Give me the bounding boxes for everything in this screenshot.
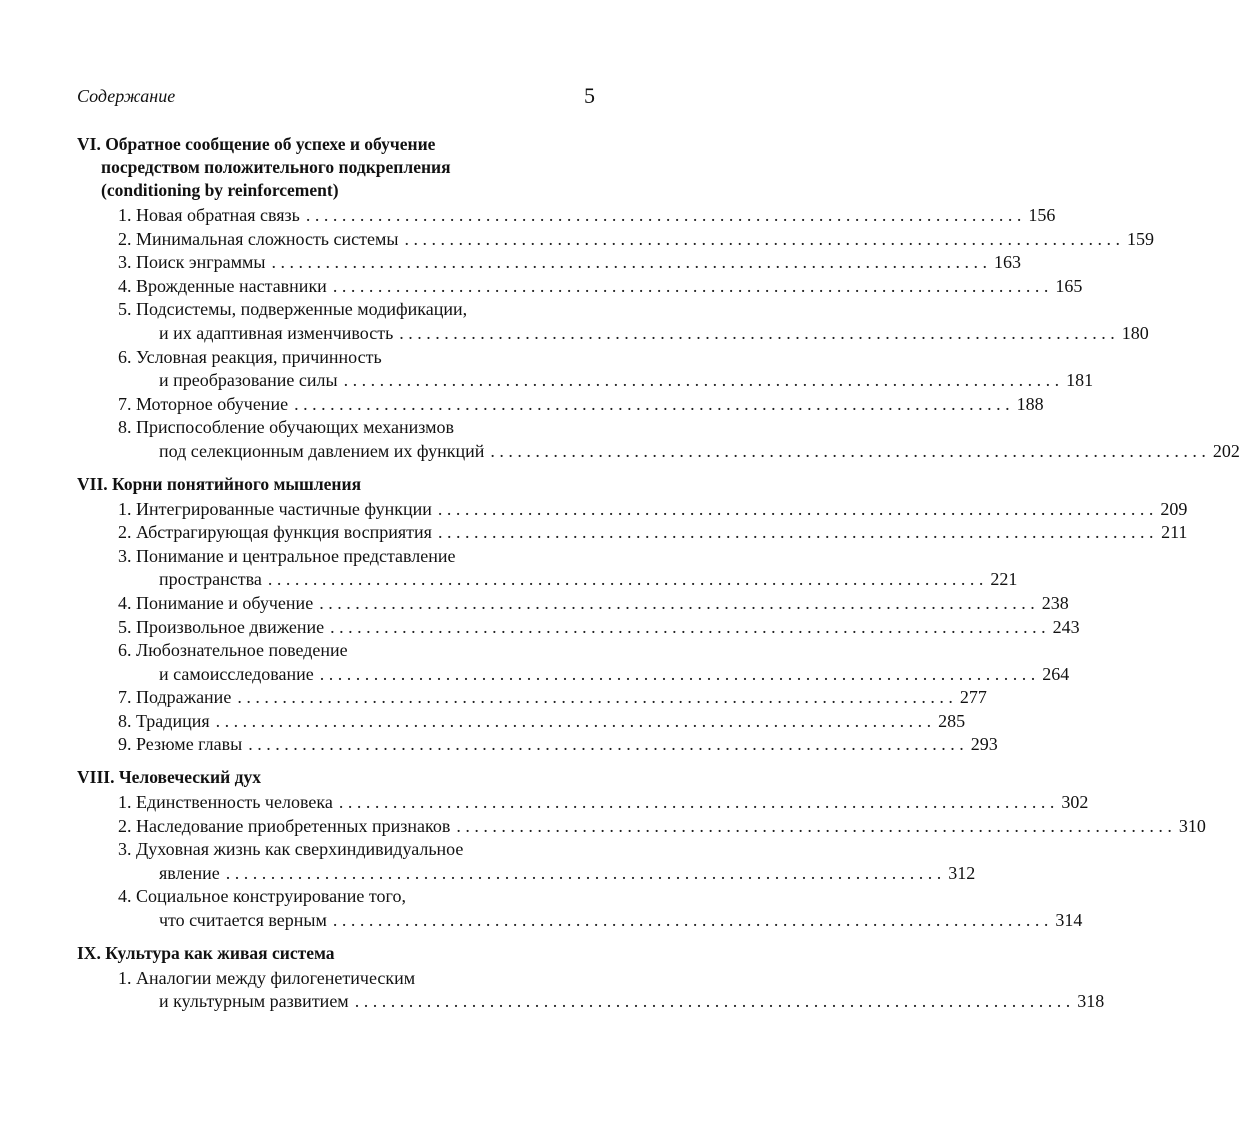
toc-entry[interactable] [77,275,1083,299]
toc-page-number: 310 [1178,815,1206,836]
chapter-title [77,133,592,202]
toc-entry[interactable] [77,686,987,710]
toc-entry-line [77,909,1083,933]
chapter-title [77,942,592,965]
toc-entry-text: 1. Единственность человека [118,792,333,813]
toc-page-number: 238 [1041,592,1069,613]
toc-entry[interactable] [77,616,1080,640]
toc-entry-line [77,791,1089,815]
toc-entry[interactable] [77,251,1021,275]
toc-entry-text: и их адаптивная изменчивость [159,322,394,343]
toc-entry-line [77,616,1080,640]
toc-page-number: 285 [938,710,966,731]
toc-chapter [77,133,1240,464]
toc-entry-line [77,251,1021,275]
toc-entry-text: и самоисследование [159,663,314,684]
dot-leader: . . . . . . . . . . . . . . . . . . . . . . . . . . . . . . . . . . . . . . . . . . . . . . . . . . . . . . . . . . . . . . . . . . . . . . . . . . . . . . . . [399,322,1115,343]
toc-chapter [77,766,1206,933]
dot-leader: . . . . . . . . . . . . . . . . . . . . . . . . . . . . . . . . . . . . . . . . . . . . . . . . . . . . . . . . . . . . . . . . . . . . . . . . . . . . . . . . [267,569,984,590]
chapter-title-line: посредством положительного подкрепления [101,157,451,177]
toc-entry[interactable] [77,967,1105,1014]
toc-entry-line [77,686,987,710]
toc-entry-text: 2. Минимальная сложность системы [118,228,399,249]
chapter-title-line: VIII. Человеческий дух [77,767,261,788]
toc-entry-line [77,568,1018,592]
dot-leader: . . . . . . . . . . . . . . . . . . . . . . . . . . . . . . . . . . . . . . . . . . . . . . . . . . . . . . . . . . . . . . . . . . . . . . . . . . . . . . . . [437,498,1154,519]
toc-entry[interactable] [77,498,1188,522]
toc-entry[interactable] [77,298,1149,345]
toc-entry-text: 8. Традиция [118,710,210,731]
toc-entry-line [77,393,1044,417]
toc-entry-text: под селекционным давлением их функций [159,440,485,461]
toc-page-number: 264 [1042,663,1070,684]
toc-entry-line [77,733,998,757]
dot-leader: . . . . . . . . . . . . . . . . . . . . . . . . . . . . . . . . . . . . . . . . . . . . . . . . . . . . . . . . . . . . . . . . . . . . . . . . . . . . . . . . [271,252,987,273]
chapter-title-line: IX. Культура как живая система [77,942,335,963]
dot-leader: . . . . . . . . . . . . . . . . . . . . . . . . . . . . . . . . . . . . . . . . . . . . . . . . . . . . . . . . . . . . . . . . . . . . . . . . . . . . . . . . [319,592,1035,613]
running-title: Содержание [77,86,176,106]
toc-entry-text: 3. Духовная жизнь как сверхиндивидуальное [118,839,464,860]
toc-entry-text: пространства [159,569,262,590]
toc-entry[interactable] [77,592,1069,616]
toc-entry-line [77,298,592,322]
toc-entry-line [77,275,1083,299]
toc-page-number: 181 [1066,370,1094,391]
toc-page-number: 165 [1055,275,1083,296]
dot-leader: . . . . . . . . . . . . . . . . . . . . . . . . . . . . . . . . . . . . . . . . . . . . . . . . . . . . . . . . . . . . . . . . . . . . . . . . . . . . . . . . [248,734,964,755]
toc-entry-text: и преобразование силы [159,370,338,391]
toc-entry-text: и культурным развитием [159,991,349,1012]
toc-entry-line [77,815,1206,839]
toc-entry[interactable] [77,545,1018,592]
dot-leader: . . . . . . . . . . . . . . . . . . . . . . . . . . . . . . . . . . . . . . . . . . . . . . . . . . . . . . . . . . . . . . . . . . . . . . . . . . . . . . . . [332,275,1049,296]
toc-entry-line [77,967,592,991]
toc-entry[interactable] [77,838,976,885]
dot-leader: . . . . . . . . . . . . . . . . . . . . . . . . . . . . . . . . . . . . . . . . . . . . . . . . . . . . . . . . . . . . . . . . . . . . . . . . . . . . . . . . [437,522,1154,543]
dot-leader: . . . . . . . . . . . . . . . . . . . . . . . . . . . . . . . . . . . . . . . . . . . . . . . . . . . . . . . . . . . . . . . . . . . . . . . . . . . . . . . . [456,815,1172,836]
toc-page-number: 293 [970,734,998,755]
toc-entry-text: 1. Интегрированные частичные функции [118,498,432,519]
toc-entry-text: 7. Моторное обучение [118,393,289,414]
toc-page-number: 188 [1016,393,1044,414]
toc-entry-line [77,862,976,886]
toc-page-number: 314 [1055,910,1083,931]
toc-entry-text: 5. Произвольное движение [118,616,325,637]
page-number: 5 [584,83,595,108]
toc-chapter [77,942,1105,1014]
chapter-title-line: VI. Обратное сообщение об успехе и обучение [77,134,436,154]
toc-entry[interactable] [77,791,1089,815]
toc-entry-text: 4. Социальное конструирование того, [118,886,406,907]
toc-entry-line [77,885,592,909]
toc-entry[interactable] [77,204,1056,228]
toc-entry-text: 6. Условная реакция, причинность [118,346,382,367]
toc-entry[interactable] [77,710,966,734]
toc-entry-line [77,990,1105,1014]
toc-entry-text: 1. Аналогии между филогенетическим [118,967,416,988]
toc-entry-line [77,322,1149,346]
toc-entry-text: 7. Подражание [118,687,232,708]
toc-entry-line [77,498,1188,522]
toc-entry-text: что считается верным [159,910,327,931]
toc-entry-line [77,663,1070,687]
toc-entry[interactable] [77,521,1188,545]
toc-entry-line [77,369,1094,393]
dot-leader: . . . . . . . . . . . . . . . . . . . . . . . . . . . . . . . . . . . . . . . . . . . . . . . . . . . . . . . . . . . . . . . . . . . . . . . . . . . . . . . . [237,687,953,708]
dot-leader: . . . . . . . . . . . . . . . . . . . . . . . . . . . . . . . . . . . . . . . . . . . . . . . . . . . . . . . . . . . . . . . . . . . . . . . . . . . . . . . . [343,370,1060,391]
toc-page-number: 302 [1061,792,1089,813]
dot-leader: . . . . . . . . . . . . . . . . . . . . . . . . . . . . . . . . . . . . . . . . . . . . . . . . . . . . . . . . . . . . . . . . . . . . . . . . . . . . . . . . [404,228,1120,249]
toc-entry-text: 4. Понимание и обучение [118,592,314,613]
toc-entry-text: 2. Абстрагирующая функция восприятия [118,522,432,543]
dot-leader: . . . . . . . . . . . . . . . . . . . . . . . . . . . . . . . . . . . . . . . . . . . . . . . . . . . . . . . . . . . . . . . . . . . . . . . . . . . . . . . . [490,440,1206,461]
toc-entry-line [77,639,592,663]
toc-entry[interactable] [77,733,998,757]
toc-entry-line [77,545,592,569]
dot-leader: . . . . . . . . . . . . . . . . . . . . . . . . . . . . . . . . . . . . . . . . . . . . . . . . . . . . . . . . . . . . . . . . . . . . . . . . . . . . . . . . [332,910,1049,931]
toc-page-number: 318 [1077,991,1105,1012]
toc-page-number: 221 [990,569,1018,590]
toc-entry-text: 3. Понимание и центральное представление [118,545,456,566]
dot-leader: . . . . . . . . . . . . . . . . . . . . . . . . . . . . . . . . . . . . . . . . . . . . . . . . . . . . . . . . . . . . . . . . . . . . . . . . . . . . . . . . [338,792,1055,813]
toc-entry-text: 6. Любознательное поведение [118,640,348,661]
dot-leader: . . . . . . . . . . . . . . . . . . . . . . . . . . . . . . . . . . . . . . . . . . . . . . . . . . . . . . . . . . . . . . . . . . . . . . . . . . . . . . . . [319,663,1036,684]
toc-entry-text: явление [159,862,220,883]
dot-leader: . . . . . . . . . . . . . . . . . . . . . . . . . . . . . . . . . . . . . . . . . . . . . . . . . . . . . . . . . . . . . . . . . . . . . . . . . . . . . . . . [215,710,932,731]
chapter-title [77,473,592,496]
toc-chapter [77,473,1188,758]
toc-entry-text: 5. Подсистемы, подверженные модификации, [118,299,468,320]
dot-leader: . . . . . . . . . . . . . . . . . . . . . . . . . . . . . . . . . . . . . . . . . . . . . . . . . . . . . . . . . . . . . . . . . . . . . . . . . . . . . . . . [330,616,1046,637]
toc-entry-line [77,204,1056,228]
toc-entry-text: 2. Наследование приобретенных признаков [118,815,451,836]
toc-entry-text: 8. Приспособление обучающих механизмов [118,417,454,438]
toc-entry-line [77,710,966,734]
toc-entry-line [77,228,1154,252]
toc-entry[interactable] [77,815,1206,839]
toc-entry[interactable] [77,416,1240,463]
toc-entry-line [77,592,1069,616]
toc-entry[interactable] [77,885,1083,932]
toc-entry[interactable] [77,639,1070,686]
dot-leader: . . . . . . . . . . . . . . . . . . . . . . . . . . . . . . . . . . . . . . . . . . . . . . . . . . . . . . . . . . . . . . . . . . . . . . . . . . . . . . . . [354,991,1071,1012]
dot-leader: . . . . . . . . . . . . . . . . . . . . . . . . . . . . . . . . . . . . . . . . . . . . . . . . . . . . . . . . . . . . . . . . . . . . . . . . . . . . . . . . [305,205,1022,225]
toc-page-number: 211 [1161,522,1188,543]
toc-page-number: 312 [948,862,976,883]
toc-page-number: 159 [1126,228,1154,249]
toc-entry-text: 1. Новая обратная связь [118,205,300,225]
toc-page-number: 156 [1028,205,1056,225]
toc-entry-line [77,416,592,440]
toc-entry-text: 4. Врожденные наставники [118,275,327,296]
toc-page-number: 277 [959,687,987,708]
toc-page-number: 209 [1160,498,1188,519]
toc-entry-line [77,838,592,862]
toc-entry-text: 9. Резюме главы [118,734,243,755]
toc-entry[interactable] [77,228,1154,252]
toc-entry-line [77,440,1240,464]
toc-entry-text: 3. Поиск энграммы [118,252,266,273]
toc-entry-line [77,521,1188,545]
toc-entry[interactable] [77,393,1044,417]
dot-leader: . . . . . . . . . . . . . . . . . . . . . . . . . . . . . . . . . . . . . . . . . . . . . . . . . . . . . . . . . . . . . . . . . . . . . . . . . . . . . . . . [294,393,1010,414]
chapter-title-line: (conditioning by reinforcement) [101,180,339,200]
toc-page-number: 163 [993,252,1021,273]
toc-page-number: 202 [1212,440,1240,461]
chapter-title [77,766,592,789]
toc-entry-line [77,346,592,370]
chapter-title-line: VII. Корни понятийного мышления [77,473,362,494]
table-of-contents [77,133,1240,1023]
toc-page-number: 243 [1052,616,1080,637]
toc-page-number: 180 [1121,322,1149,343]
toc-entry[interactable] [77,346,1094,393]
dot-leader: . . . . . . . . . . . . . . . . . . . . . . . . . . . . . . . . . . . . . . . . . . . . . . . . . . . . . . . . . . . . . . . . . . . . . . . . . . . . . . . . [225,862,942,883]
